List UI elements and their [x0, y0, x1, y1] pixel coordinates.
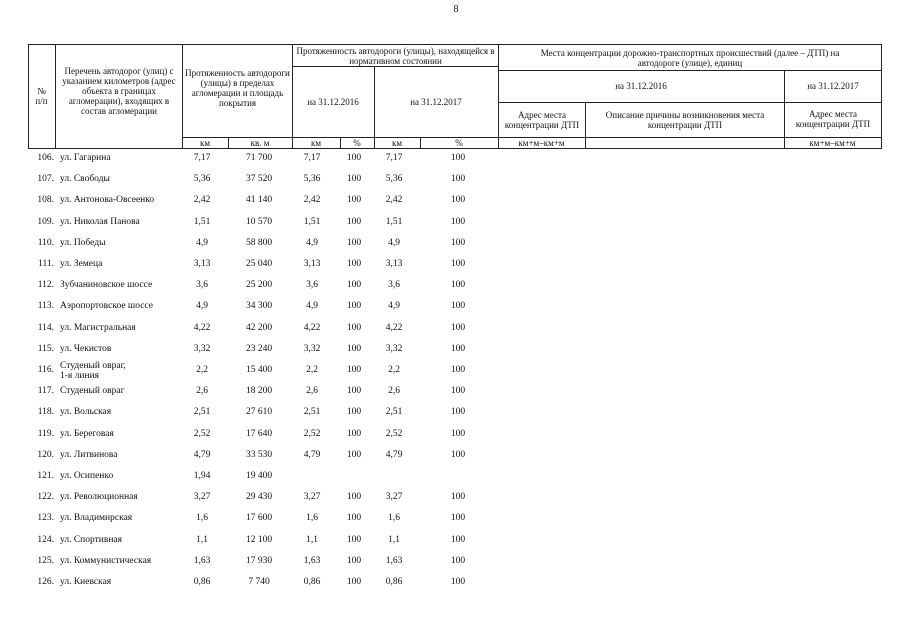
table-row [0, 235, 480, 255]
percent-2017: 100 [450, 153, 466, 163]
percent-2017: 100 [450, 259, 466, 269]
area-sqm: 42 200 [245, 322, 273, 333]
table-row [0, 214, 480, 234]
length-km: 7,17 [193, 153, 211, 163]
percent-2016: 100 [346, 153, 362, 163]
percent-2016: 100 [346, 386, 362, 397]
length-km: 2,42 [193, 195, 211, 206]
area-sqm: 23 240 [245, 343, 273, 354]
row-number: 112. [37, 280, 54, 291]
unit-km: км [199, 138, 211, 148]
km-2017: 4,9 [388, 301, 400, 312]
unit-km-range-2017: км+м–км+м [809, 138, 856, 148]
table-row [0, 150, 480, 170]
row-number: 108. [37, 195, 54, 206]
percent-2016: 100 [346, 301, 362, 312]
percent-2017: 100 [450, 555, 466, 566]
km-2017: 3,32 [385, 343, 403, 354]
percent-2017: 100 [450, 513, 466, 524]
table-row [0, 256, 480, 276]
area-sqm: 17 640 [245, 428, 273, 439]
row-number: 119. [37, 428, 54, 439]
row-number: 110. [37, 237, 54, 248]
road-name: Аэропортовское шоссе [60, 301, 153, 312]
row-number: 124. [37, 534, 54, 545]
length-km: 2,2 [196, 365, 208, 375]
table-row [0, 574, 480, 594]
unit-percent-2016: % [353, 138, 361, 148]
percent-2016: 100 [346, 195, 362, 206]
km-2017: 4,9 [388, 237, 400, 248]
length-km: 3,32 [193, 343, 211, 354]
table-row [0, 362, 480, 382]
length-km: 3,6 [196, 280, 208, 291]
row-number: 122. [37, 492, 54, 503]
percent-2016: 100 [346, 555, 362, 566]
header-normative: Протяженность автодороги (улицы), находящейся в нормативном состоянии [296, 45, 495, 66]
road-name: ул. Береговая [60, 428, 114, 439]
km-2016: 4,22 [303, 322, 321, 333]
length-km: 5,36 [193, 174, 211, 185]
km-2017: 2,51 [385, 407, 403, 418]
road-name: ул. Магистральная [60, 322, 136, 333]
row-number: 117. [37, 386, 54, 397]
km-2017: 2,42 [385, 195, 403, 206]
road-name: ул. Киевская [60, 577, 112, 587]
length-km: 1,6 [196, 513, 208, 524]
unit-km-2016: км [310, 138, 322, 148]
row-number: 123. [37, 513, 54, 524]
header-addr-dtp: Адрес места концентрации ДТП [504, 110, 580, 130]
percent-2017: 100 [450, 577, 466, 587]
percent-2016: 100 [346, 449, 362, 460]
percent-2016: 100 [346, 365, 362, 375]
area-sqm: 41 140 [245, 195, 273, 206]
percent-2017: 100 [450, 492, 466, 503]
km-2017: 5,36 [385, 174, 403, 185]
table-row [0, 404, 480, 424]
km-2017: 1,6 [388, 513, 400, 524]
km-2016: 4,9 [306, 237, 318, 248]
km-2016: 2,42 [303, 195, 321, 206]
row-number: 111. [38, 259, 54, 269]
header-length: Протяженность автодороги (улицы) в пределах агломерации и площадь покрытия [185, 68, 290, 108]
km-2016: 4,79 [303, 449, 321, 460]
row-number: 107. [37, 174, 54, 185]
percent-2016: 100 [346, 237, 362, 248]
km-2016: 4,9 [306, 301, 318, 312]
percent-2017: 100 [450, 343, 466, 354]
area-sqm: 10 570 [245, 216, 273, 227]
area-sqm: 25 040 [245, 259, 273, 269]
table-row [0, 532, 480, 552]
km-2016: 2,2 [306, 365, 318, 375]
km-2017: 3,27 [385, 492, 403, 503]
km-2017: 7,17 [385, 153, 403, 163]
length-km: 4,79 [193, 449, 211, 460]
road-name: ул. Спортивная [60, 534, 123, 545]
length-km: 1,94 [193, 471, 211, 481]
road-name: ул. Вольская [60, 407, 112, 418]
km-2017: 2,52 [385, 428, 403, 439]
percent-2017: 100 [450, 322, 466, 333]
percent-2016: 100 [346, 280, 362, 291]
header-cause-dtp: Описание причины возникновения места концентрации ДТП [605, 110, 765, 130]
length-km: 1,51 [193, 216, 211, 227]
percent-2016: 100 [346, 577, 362, 587]
unit-sqm: кв. м [250, 138, 270, 148]
header-on-2017: на 31.12.2017 [410, 97, 462, 107]
km-2017: 1,51 [385, 216, 403, 227]
length-km: 1,63 [193, 555, 211, 566]
header-on-2016: на 31.12.2016 [307, 97, 359, 107]
length-km: 2,51 [193, 407, 211, 418]
header-dtp-2017: на 31.12.2017 [807, 81, 859, 91]
table-row [0, 447, 480, 467]
unit-percent-2017: % [455, 138, 463, 148]
km-2016: 5,36 [303, 174, 321, 185]
km-2017: 1,1 [388, 534, 400, 545]
km-2017: 4,79 [385, 449, 403, 460]
unit-km-range: км+м–км+м [518, 138, 565, 148]
road-name: ул. Победы [60, 237, 106, 248]
row-number: 106. [37, 153, 54, 163]
road-name: ул. Антонова-Овсеенко [60, 195, 155, 206]
road-name: ул. Свободы [60, 174, 110, 185]
percent-2017: 100 [450, 386, 466, 397]
road-name: ул. Чекистов [60, 343, 112, 354]
percent-2016: 100 [346, 259, 362, 269]
km-2016: 1,63 [303, 555, 321, 566]
km-2017: 0,86 [385, 577, 403, 587]
table-row [0, 277, 480, 297]
row-number: 125. [37, 555, 54, 566]
km-2016: 3,27 [303, 492, 321, 503]
road-name: ул. Владимирская [60, 513, 133, 524]
table-row [0, 468, 480, 488]
percent-2017: 100 [450, 301, 466, 312]
km-2016: 1,51 [303, 216, 321, 227]
row-number: 120. [37, 449, 54, 460]
length-km: 1,1 [196, 534, 208, 545]
road-name: Студеный овраг, 1-я линия [60, 361, 126, 381]
header-dtp: Места концентрации дорожно-транспортных происшествий (далее – ДТП) на автодороге (улице), единиц [540, 47, 840, 68]
length-km: 3,27 [193, 492, 211, 503]
length-km: 4,9 [196, 301, 208, 312]
table-row [0, 553, 480, 573]
km-2016: 3,32 [303, 343, 321, 354]
area-sqm: 17 930 [245, 555, 273, 566]
table-row [0, 171, 480, 191]
length-km: 2,52 [193, 428, 211, 439]
percent-2016: 100 [346, 428, 362, 439]
percent-2016: 100 [346, 322, 362, 333]
percent-2017: 100 [450, 195, 466, 206]
page-number: 8 [453, 4, 459, 15]
table-row [0, 320, 480, 340]
km-2016: 1,6 [306, 513, 318, 524]
km-2017: 3,13 [385, 259, 403, 269]
km-2016: 0,86 [303, 577, 321, 587]
km-2016: 2,52 [303, 428, 321, 439]
road-name: Зубчаниновское шоссе [60, 280, 153, 291]
row-number: 121. [37, 471, 54, 481]
km-2017: 2,6 [388, 386, 400, 397]
table-row [0, 192, 480, 212]
percent-2017: 100 [450, 216, 466, 227]
km-2017: 3,6 [388, 280, 400, 291]
table-row [0, 341, 480, 361]
road-name: ул. Осипенко [60, 471, 114, 481]
area-sqm: 18 200 [245, 386, 273, 397]
road-name: ул. Литвинова [60, 449, 118, 460]
percent-2017: 100 [450, 534, 466, 545]
header-dtp-2016: на 31.12.2016 [615, 81, 667, 91]
header-addr-dtp-2017: Адрес места концентрации ДТП [795, 109, 871, 129]
km-2017: 2,2 [388, 365, 400, 375]
km-2016: 2,6 [306, 386, 318, 397]
table-row [0, 383, 480, 403]
area-sqm: 37 520 [245, 174, 273, 185]
road-name: Студеный овраг [60, 386, 125, 397]
area-sqm: 58 800 [245, 237, 273, 248]
table-row [0, 426, 480, 446]
area-sqm: 15 400 [245, 365, 273, 375]
km-2016: 1,1 [306, 534, 318, 545]
area-sqm: 29 430 [245, 492, 273, 503]
km-2016: 2,51 [303, 407, 321, 418]
percent-2017: 100 [450, 449, 466, 460]
row-number: 126. [37, 577, 54, 587]
row-number: 116. [37, 365, 54, 375]
km-2016: 7,17 [303, 153, 321, 163]
km-2016: 3,13 [303, 259, 321, 269]
percent-2017: 100 [450, 407, 466, 418]
area-sqm: 12 100 [245, 534, 273, 545]
area-sqm: 25 200 [245, 280, 273, 291]
area-sqm: 17 600 [245, 513, 273, 524]
percent-2017: 100 [450, 174, 466, 185]
row-number: 118. [37, 407, 54, 418]
km-2016: 3,6 [306, 280, 318, 291]
km-2017: 4,22 [385, 322, 403, 333]
road-name: ул. Гагарина [60, 153, 111, 163]
area-sqm: 33 530 [245, 449, 273, 460]
table-row [0, 510, 480, 530]
percent-2016: 100 [346, 534, 362, 545]
row-number: 114. [37, 322, 54, 333]
header-num: № п/п [35, 86, 48, 106]
length-km: 4,9 [196, 237, 208, 248]
percent-2016: 100 [346, 513, 362, 524]
table-row [0, 298, 480, 318]
road-name: ул. Революционная [60, 492, 138, 503]
percent-2017: 100 [450, 365, 466, 375]
percent-2017: 100 [450, 280, 466, 291]
row-number: 113. [37, 301, 54, 312]
length-km: 0,86 [193, 577, 211, 587]
row-number: 109. [37, 216, 54, 227]
unit-km-2017: км [391, 138, 403, 148]
area-sqm: 19 400 [245, 471, 273, 481]
percent-2017: 100 [450, 237, 466, 248]
road-name: ул. Коммунистическая [60, 555, 152, 566]
road-name: ул. Земеца [60, 259, 103, 269]
area-sqm: 7 740 [248, 577, 270, 587]
row-number: 115. [37, 343, 54, 354]
area-sqm: 34 300 [245, 301, 273, 312]
length-km: 3,13 [193, 259, 211, 269]
percent-2017: 100 [450, 428, 466, 439]
percent-2016: 100 [346, 407, 362, 418]
header-list: Перечень автодорог (улиц) с указанием километров (адрес объекта в границах агломерации), входящих в состав агломерации [62, 66, 176, 116]
percent-2016: 100 [346, 343, 362, 354]
length-km: 2,6 [196, 386, 208, 397]
area-sqm: 27 610 [245, 407, 273, 418]
percent-2016: 100 [346, 174, 362, 185]
km-2017: 1,63 [385, 555, 403, 566]
area-sqm: 71 700 [245, 153, 273, 163]
table-row [0, 489, 480, 509]
road-name: ул. Николая Панова [60, 216, 140, 227]
percent-2016: 100 [346, 216, 362, 227]
length-km: 4,22 [193, 322, 211, 333]
percent-2016: 100 [346, 492, 362, 503]
